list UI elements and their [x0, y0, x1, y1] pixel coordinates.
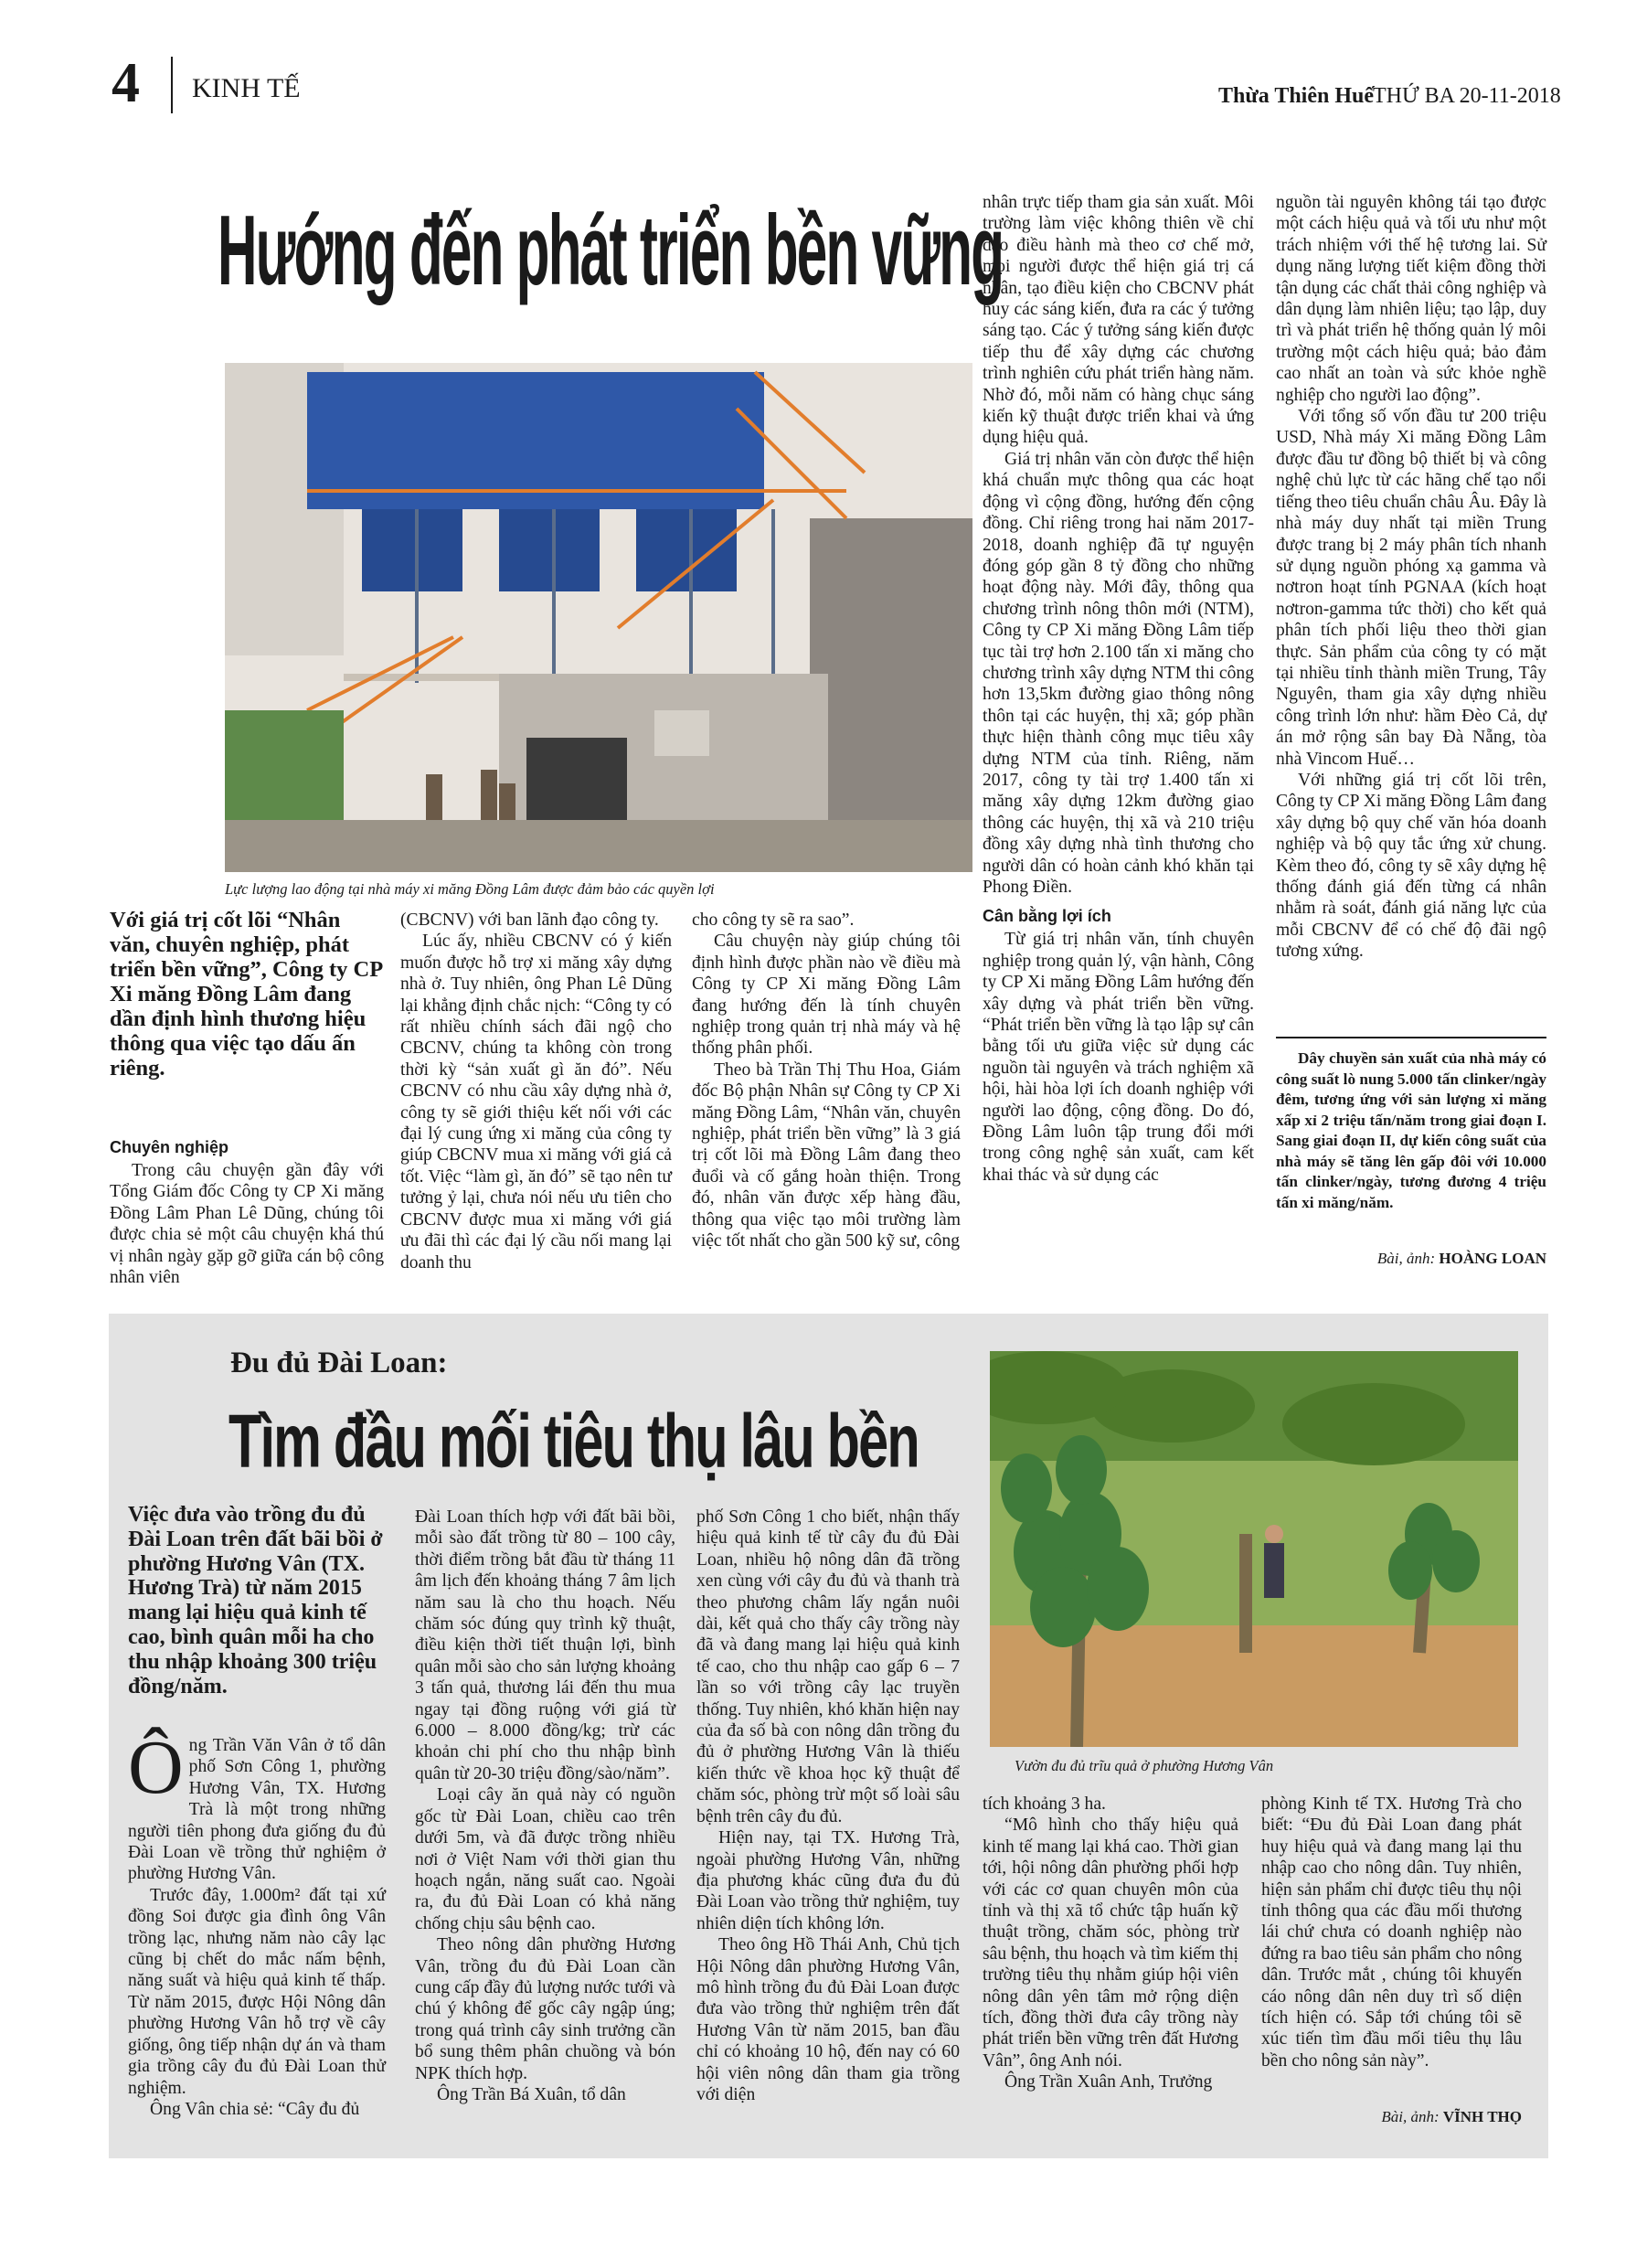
article2-column-4: [983, 1794, 1238, 2093]
paragraph: nhân trực tiếp tham gia sản xuất. Môi trường làm việc không thiên về chỉ đạo điều hành mà theo cơ chế mở, mọi người được thể hiện giá trị cá nhân, tạo điều kiện cho CBCNV phát huy các sáng kiến, đưa ra các ý tưởng sáng tạo. Các ý tưởng sáng kiến được tiếp thu để xây dựng các chương trình nghiên cứu phát triển hàng năm. Nhờ đó, mỗi năm có hàng chục sáng kiến kỹ thuật được triển khai và ứng dụng hiệu quả.: [983, 193, 1254, 448]
paragraph: Giá trị nhân văn còn được thể hiện khá chuẩn mực thông qua các hoạt động vì cộng đồng, hướng đến cộng đồng. Chỉ riêng trong hai năm 2017-2018, doanh nghiệp đã tự nguyện đóng góp gần 8 tỷ đồng cho những hoạt động này. Mới đây, thông qua chương trình nông thôn mới (NTM), Công ty CP Xi măng Đồng Lâm tiếp tục tài trợ hơn 2.100 tấn xi măng cho chương trình xây dựng NTM thi công hơn 13,5km đường giao thông nông thôn tại các huyện, thị xã; góp phần thực hiện thành công mục tiêu xây dựng NTM của tỉnh. Riêng, năm 2017, công ty tài trợ 1.400 tấn xi măng xây dựng 12km đường giao thông các huyện, thị xã và 210 triệu đồng xây dựng nhà tình thương cho người dân có hoàn cảnh khó khăn tại Phong Điền.: [983, 449, 1254, 897]
papaya-photo-caption: Vườn đu đủ trĩu quả ở phường Hương Vân: [1015, 1757, 1274, 1774]
article2-column-5: [1261, 1794, 1522, 2071]
article1-column-1: [110, 1129, 384, 1288]
byline-name: VĨNH THỌ: [1442, 2108, 1522, 2125]
subhead-chuyen-nghiep: Chuyên nghiệp: [110, 1138, 228, 1156]
article1-column-5: [1276, 192, 1546, 963]
article1-column-2: [400, 910, 672, 1273]
paragraph: Ông Vân chia sẻ: “Cây đu đủ: [150, 2099, 360, 2119]
article2-column-2: [415, 1507, 675, 2105]
paragraph: tích khoảng 3 ha.: [983, 1794, 1106, 1814]
paragraph: Theo bà Trần Thị Thu Hoa, Giám đốc Bộ phận Nhân sự Công ty CP Xi măng Đồng Lâm, “Nhân văn, chuyên nghiệp, phát triển bền vững” là 3 giá trị cốt lõi mà Đồng Lâm đang theo đuổi và cố gắng hoàn thiện. Trong đó, nhân văn được xếp hàng đầu, thông qua việc tạo môi trường làm việc tốt nhất cho gần 500 kỹ sư, công: [692, 1059, 961, 1251]
paragraph: (CBCNV) với ban lãnh đạo công ty.: [400, 910, 659, 930]
article2-byline: [1261, 2108, 1522, 2126]
header-divider: [171, 57, 173, 113]
paragraph: “Mô hình cho thấy hiệu quả kinh tế mang lại khá cao. Thời gian tới, hội nông dân phường phối hợp với các cơ quan chuyên môn của tỉnh và thị xã tổ chức tập huấn kỹ thuật trồng, chăm sóc, phòng trừ sâu bệnh, thu hoạch và tìm kiếm thị trường tiêu thụ nhằm giúp hội viên nông dân yên tâm mở rộng diện tích, đồng thời đưa cây trồng này phát triển bền vững trên đất Hương Vân”, ông Anh nói.: [983, 1815, 1238, 2071]
paragraph: ng Trần Văn Vân ở tổ dân phố Sơn Công 1, phường Hương Vân, TX. Hương Trà là một trong những người tiên phong đưa giống đu đủ Đài Loan về trồng thử nghiệm ở phường Hương Vân.: [128, 1736, 386, 1884]
byline-label: Bài, ảnh:: [1381, 2108, 1443, 2125]
article2-column-1: [128, 1725, 386, 2120]
paragraph: Trước đây, 1.000m² đất tại xứ đồng Soi được gia đình ông Vân trồng lạc, nhưng năm nào cây lạc cũng bị chết do mắc nấm bệnh, năng suất và hiệu quả kinh tế thấp. Từ năm 2015, được Hội Nông dân phường Hương Vân hỗ trợ về cây giống, ông tiếp nhận dự án và tham gia trồng cây đu đủ Đài Loan thử nghiệm.: [128, 1885, 386, 2098]
section-label: KINH TẾ: [192, 73, 301, 103]
article1-column-3: [692, 910, 961, 1252]
paragraph: Với những giá trị cốt lõi trên, Công ty CP Xi măng Đồng Lâm đang xây dựng bộ quy chế văn hóa doanh nghiệp và bộ quy tắc ứng xử chung. Kèm theo đó, công ty sẽ xây dựng hệ thống đánh giá đến từng cá nhân nhằm rà soát, đánh giá năng lực của mỗi CBCNV để có chế độ đãi ngộ tương xứng.: [1276, 770, 1546, 962]
paragraph: Từ giá trị nhân văn, tính chuyên nghiệp trong quản lý, vận hành, Công ty CP Xi măng Đồng Lâm hướng đến xây dựng và phát triển bền vững. “Phát triển bền vững là tạo lập sự cân bằng tối ưu giữa việc sử dụng các nguồn tài nguyên và trách nghiệm xã hội, hài hòa lợi ích doanh nghiệp với người lao động, cộng đồng. Do đó, Đồng Lâm luôn tập trung đổi mới trong công nghệ sản xuất, cam kết khai thác và sử dụng các: [983, 930, 1254, 1185]
paragraph: Trong câu chuyện gần đây với Tổng Giám đốc Công ty CP Xi măng Đồng Lâm Phan Lê Dũng, chúng tôi được chia sẻ một câu chuyện khá thú vị nhân ngày gặp gỡ giữa cán bộ công nhân viên: [110, 1161, 384, 1288]
drop-cap-paragraph: [128, 1725, 386, 1885]
issue-date: THỨ BA 20-11-2018: [1373, 84, 1561, 108]
article1-column-4: [983, 192, 1254, 1186]
factory-photo: [225, 363, 972, 872]
article1-lead: Với giá trị cốt lõi “Nhân văn, chuyên nghiệp, phát triển bền vững”, Công ty CP Xi măng Đồng Lâm đang dần định hình thương hiệu thông qua việc tạo dấu ấn riêng.: [110, 908, 382, 1081]
paragraph: nguồn tài nguyên không tái tạo được một cách hiệu quả và tối ưu như một trách nhiệm với thế hệ tương lai. Sử dụng năng lượng tiết kiệm đồng thời tận dụng các chất thải công nghiệp và dân dụng làm nhiên liệu; tạo lập, duy trì và phát triển hệ thống quản lý môi trường một cách hiệu quả; bảo đảm cao nhất an toàn và sức khỏe nghề nghiệp cho người lao động”.: [1276, 193, 1546, 405]
paragraph: Hiện nay, tại TX. Hương Trà, ngoài phường Hương Vân, những địa phương khác cũng đưa đu đủ Đài Loan vào trồng thử nghiệm, tuy nhiên diện tích không lớn.: [696, 1828, 960, 1933]
paragraph: Lúc ấy, nhiều CBCNV có ý kiến muốn được hỗ trợ xi măng xây dựng nhà ở. Tuy nhiên, ông Phan Lê Dũng lại khẳng định chắc nịch: “Công ty có rất nhiều chính sách đãi ngộ cho CBCNV, chúng ta không còn trong thời kỳ “sản xuất gì ăn đó”. Nếu CBCNV có nhu cầu xây dựng nhà ở, công ty sẽ giới thiệu kết nối với các đại lý cung ứng xi măng của công ty giúp CBCNV mua xi măng với giá cả tốt. Việc “làm gì, ăn đó” sẽ tạo nên tư tưởng ỷ lại, chưa nói nếu ưu tiên cho CBCNV được mua xi măng với giá ưu đãi thì các đại lý cầu nối mang lại doanh thu: [400, 932, 672, 1272]
paragraph: phòng Kinh tế TX. Hương Trà cho biết: “Đu đủ Đài Loan đang phát huy hiệu quả và đang mang lại thu nhập cao cho nông dân. Tuy nhiên, hiện sản phẩm chỉ được tiêu thụ nội tỉnh thông qua các đầu mối thương lái chứ chưa có doanh nghiệp nào đứng ra bao tiêu sản phẩm cho nông dân. Trước mắt , chúng tôi khuyến cáo nông dân nên duy trì số diện tích hiện có. Sắp tới chúng tôi sẽ xúc tiến tìm đầu mối tiêu thụ lâu bền cho nông sản này”.: [1261, 1794, 1522, 2071]
article1-title: Hướng đến phát triển bền vững: [218, 195, 1004, 306]
byline-name: HOÀNG LOAN: [1439, 1250, 1546, 1267]
paragraph: Câu chuyện này giúp chúng tôi định hình được phần nào về điều mà Công ty CP Xi măng Đồng Lâm đang hướng đến là tính chuyên nghiệp trong quản trị nhà máy và hệ thống phân phối.: [692, 932, 961, 1059]
article2-column-3: [696, 1507, 960, 2105]
paragraph: Đài Loan thích hợp với đất bãi bồi, mỗi sào đất trồng từ 80 – 100 cây, thời điểm trồng bắt đầu từ tháng 11 âm lịch đến khoảng tháng 7 âm lịch năm sau là cho thu hoạch. Nếu chăm sóc đúng quy trình kỹ thuật, điều kiện thời tiết thuận lợi, bình quân mỗi sào cho sản lượng khoảng 3 tấn quả, thương lái đến thu mua ngay tại đồng ruộng với giá từ 6.000 – 8.000 đồng/kg; trừ các khoản chi phí cho thu nhập bình quân từ 20-30 triệu đồng/sào/năm”.: [415, 1507, 675, 1784]
article2-lead: Việc đưa vào trồng đu đủ Đài Loan trên đất bãi bồi ở phường Hương Vân (TX. Hương Trà) từ năm 2015 mang lại hiệu quả kinh tế cao, bình quân mỗi ha cho thu nhập khoảng 300 triệu đồng/năm.: [128, 1503, 383, 1698]
paragraph: Ông Trần Bá Xuân, tổ dân: [437, 2084, 626, 2104]
drop-cap: Ô: [128, 1725, 184, 1810]
papaya-photo: [990, 1351, 1518, 1747]
paper-name: Thừa Thiên Huế: [1218, 84, 1375, 108]
paragraph: Theo ông Hồ Thái Anh, Chủ tịch Hội Nông dân phường Hương Vân, mô hình trồng đu đủ Đài Loan được đưa vào trồng thử nghiệm trên đất Hương Vân từ năm 2015, ban đầu chỉ có khoảng 10 hộ, đến nay có 60 hội viên nông dân tham gia trồng với diện: [696, 1935, 960, 2104]
page-number: 4: [112, 52, 140, 114]
paragraph: cho công ty sẽ ra sao”.: [692, 910, 855, 930]
paragraph: Theo nông dân phường Hương Vân, trồng đu đủ Đài Loan cần cung cấp đầy đủ lượng nước tưới và chú ý không để gốc cây ngập úng; trong quá trình cây sinh trưởng cần bổ sung thêm phân chuồng và bón NPK thích hợp.: [415, 1935, 675, 2083]
article2-title: Tìm đầu mối tiêu thụ lâu bền: [228, 1398, 919, 1483]
article1-byline: [1276, 1250, 1546, 1268]
info-box-rule: [1276, 1037, 1546, 1038]
subhead-can-bang-loi-ich: Cân bằng lợi ích: [983, 907, 1111, 926]
paragraph: Với tổng số vốn đầu tư 200 triệu USD, Nhà máy Xi măng Đồng Lâm được đầu tư đồng bộ thiết bị và công nghệ chủ lực từ các hãng chế tạo nổi tiếng theo tiêu chuẩn châu Âu. Đây là nhà máy duy nhất tại miền Trung được trang bị 2 máy phân tích nhanh sử dụng nguồn phóng xạ gamma và nơtron hoạt tính PGNAA (kích hoạt nơtron-gamma tức thời) cho kết quả phân tích phối liệu theo thời gian thực. Sản phẩm của công ty có mặt tại nhiều tỉnh thành miền Trung, Tây Nguyên, tham gia xây dựng nhiều công trình lớn như: hầm Đèo Cả, dự án mở rộng sân bay Đà Nẵng, tòa nhà Vincom Huế…: [1276, 407, 1546, 769]
byline-label: Bài, ảnh:: [1376, 1250, 1440, 1267]
info-box: Dây chuyền sản xuất của nhà máy có công suất lò nung 5.000 tấn clinker/ngày đêm, tương ứng với sản lượng xi măng xấp xỉ 2 triệu tấn/năm trong giai đoạn I. Sang giai đoạn II, dự kiến công suất của nhà máy sẽ tăng lên gấp đôi với 10.000 tấn clinker/ngày, tương đương 4 triệu tấn xi măng/năm.: [1276, 1049, 1546, 1211]
factory-photo-caption: Lực lượng lao động tại nhà máy xi măng Đồng Lâm được đảm bảo các quyền lợi: [225, 880, 715, 898]
paragraph: Ông Trần Xuân Anh, Trưởng: [1004, 2072, 1213, 2092]
article2-kicker: Đu đủ Đài Loan:: [230, 1347, 448, 1379]
paragraph: Loại cây ăn quả này có nguồn gốc từ Đài Loan, chiều cao trên dưới 5m, và đã được trồng nhiều nơi ở Việt Nam với thời gian thu hoạch ngắn, năng suất cao. Ngoài ra, đu đủ Đài Loan có khả năng chống chịu sâu bệnh cao.: [415, 1785, 675, 1933]
paragraph: phố Sơn Công 1 cho biết, nhận thấy hiệu quả kinh tế từ cây đu đủ Đài Loan, nhiều hộ nông dân đã trồng xen cùng với cây đu đủ và thanh trà theo phương châm lấy ngắn nuôi dài, kết quả cho thấy cây trồng này đã và đang mang lại hiệu quả kinh tế cao, cho thu nhập cao gấp 6 – 7 lần so với trồng cây lạc truyền thống. Tuy nhiên, khó khăn hiện nay của đa số bà con nông dân trồng đu đủ ở phường Hương Vân là thiếu kiến thức về khoa học kỹ thuật để chăm sóc, phòng trừ một số loài sâu bệnh trên cây đu đủ.: [696, 1507, 960, 1826]
